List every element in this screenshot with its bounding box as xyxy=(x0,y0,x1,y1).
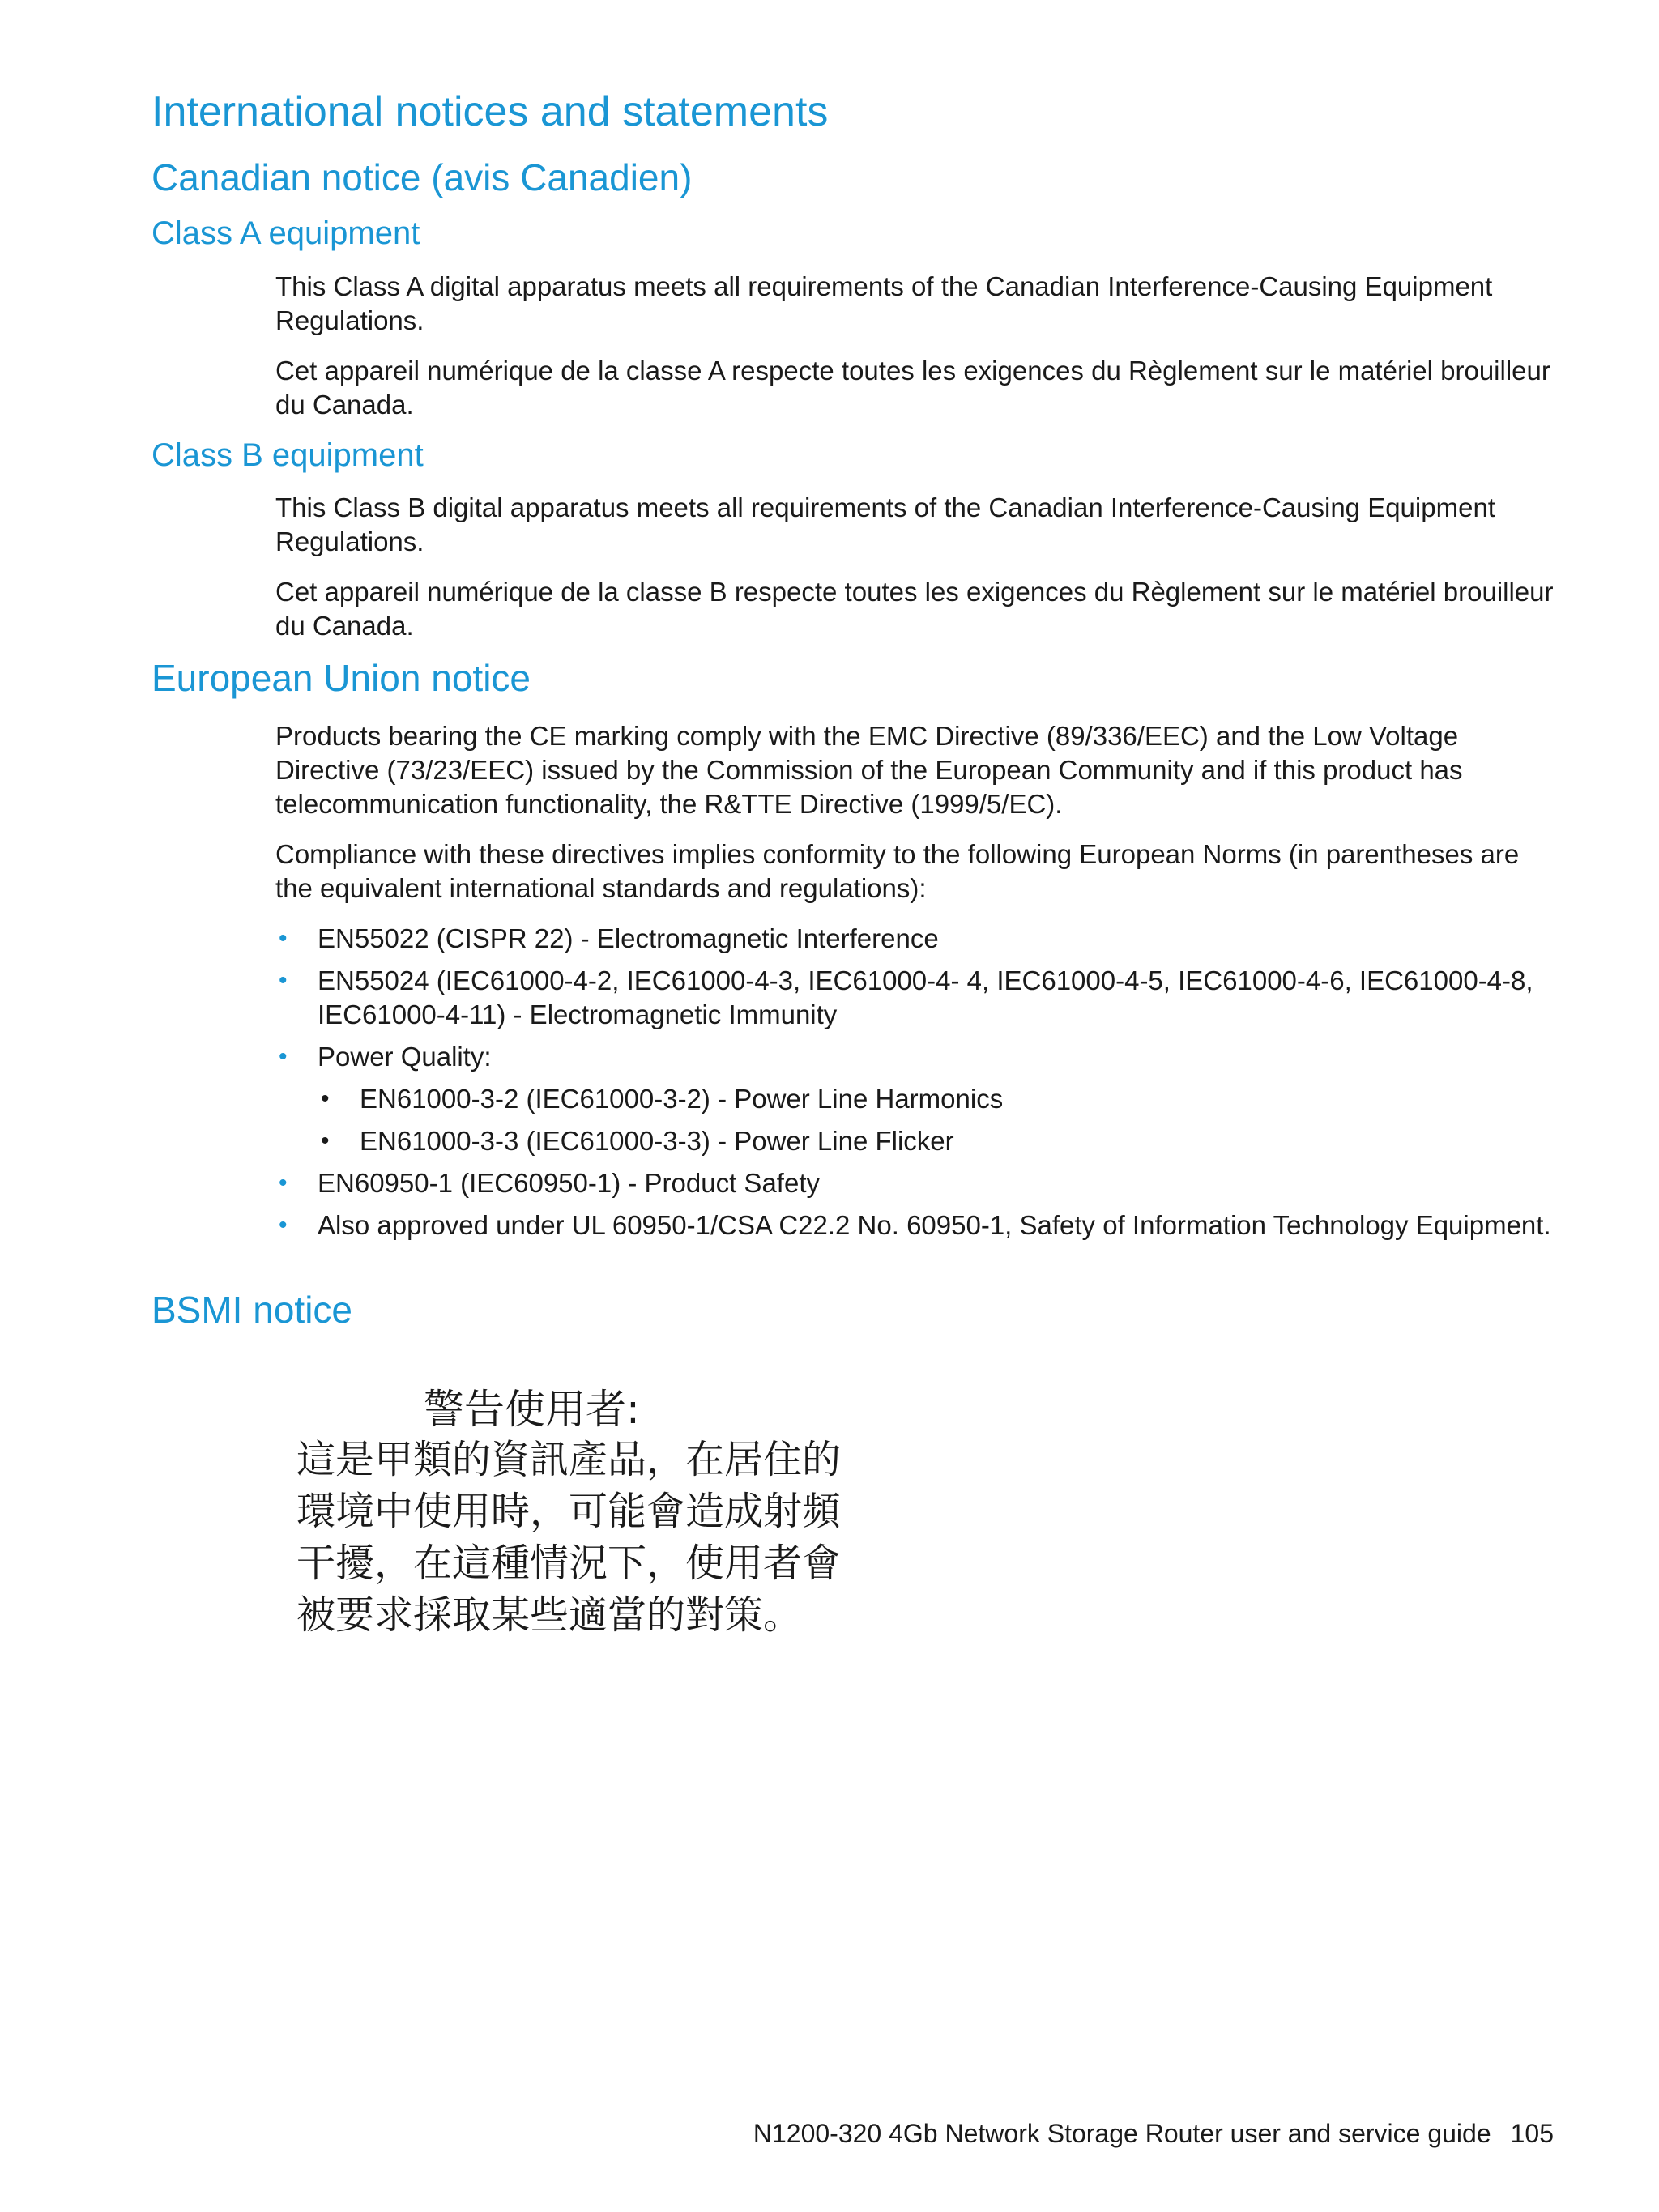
bullet-icon: • xyxy=(321,1085,330,1112)
class-a-english-text: This Class A digital apparatus meets all requirements of the Canadian Interference-Causing Equipment Regulations. xyxy=(275,271,1493,335)
page-number: 105 xyxy=(1510,2119,1554,2148)
bullet-icon: • xyxy=(279,925,288,952)
bullet-icon: • xyxy=(279,1212,288,1238)
list-item: • EN55024 (IEC61000-4-2, IEC61000-4-3, IEC61000-4- 4, IEC61000-4-5, IEC61000-4-6, IEC61000-4-8, IEC61000-4-11) - Electromagnetic Immunity xyxy=(279,965,1533,1029)
bsmi-line: 干擾，在這種情況下，使用者會 xyxy=(296,1541,842,1586)
eu-paragraph-2: Compliance with these directives implies conformity to the following European Norms (in parentheses are the equivalent international standards and regulations): xyxy=(275,839,1520,903)
page-title: International notices and statements xyxy=(151,88,829,135)
bsmi-line: 環境中使用時，可能會造成射頻 xyxy=(296,1489,842,1534)
list-item: • Also approved under UL 60950-1/CSA C22.2 No. 60950-1, Safety of Information Technology Equipment. xyxy=(275,1208,1563,1242)
power-quality-sublist xyxy=(318,1082,1563,1158)
list-item: • EN60950-1 (IEC60950-1) - Product Safety xyxy=(275,1166,1563,1200)
bsmi-warning-text xyxy=(296,1434,841,1641)
class-a-french-text: Cet appareil numérique de la classe A respecte toutes les exigences du Règlement sur le matériel brouilleur du Canada. xyxy=(275,356,1550,420)
canadian-notice-heading: Canadian notice (avis Canadien) xyxy=(151,156,693,198)
bsmi-warning-title: 警告使用者: xyxy=(424,1386,640,1433)
class-b-english-text: This Class B digital apparatus meets all requirements of the Canadian Interference-Causing Equipment Regulations. xyxy=(275,492,1495,556)
eu-notice-heading: European Union notice xyxy=(151,657,531,699)
bullet-icon: • xyxy=(279,967,288,994)
bsmi-line: 被要求採取某些適當的對策。 xyxy=(296,1592,803,1638)
class-b-heading: Class B equipment xyxy=(151,437,424,473)
list-item: • EN55022 (CISPR 22) - Electromagnetic Interference xyxy=(275,922,1563,956)
list-item: • Power Quality: • EN61000-3-2 (IEC61000-3-2) - Power Line Harmonics • EN61000-3-3 (IEC61000-3-3) - Power Line Flicker xyxy=(275,1040,1563,1158)
bullet-icon: • xyxy=(321,1127,330,1154)
class-b-french-text: Cet appareil numérique de la classe B respecte toutes les exigences du Règlement sur le matériel brouilleur du Canada. xyxy=(275,577,1554,641)
bullet-icon: • xyxy=(279,1043,288,1070)
page-footer xyxy=(753,2119,1554,2149)
list-item: • EN61000-3-2 (IEC61000-3-2) - Power Line Harmonics xyxy=(318,1082,1563,1116)
bullet-icon: • xyxy=(279,1170,288,1196)
footer-doc-title: N1200-320 4Gb Network Storage Router user and service guide xyxy=(753,2119,1491,2148)
eu-paragraph-1: Products bearing the CE marking comply with the EMC Directive (89/336/EEC) and the Low Voltage Directive (73/23/EEC) issued by the Commission of the European Community and if this product has telecommunication functionality, the R&TTE Directive (1999/5/EC). xyxy=(275,721,1463,819)
eu-norms-list xyxy=(275,922,1563,1251)
bsmi-line: 這是甲類的資訊產品，在居住的 xyxy=(296,1437,842,1482)
bsmi-notice-heading: BSMI notice xyxy=(151,1289,352,1331)
list-item: • EN61000-3-3 (IEC61000-3-3) - Power Line Flicker xyxy=(318,1124,1563,1158)
class-a-heading: Class A equipment xyxy=(151,215,420,251)
